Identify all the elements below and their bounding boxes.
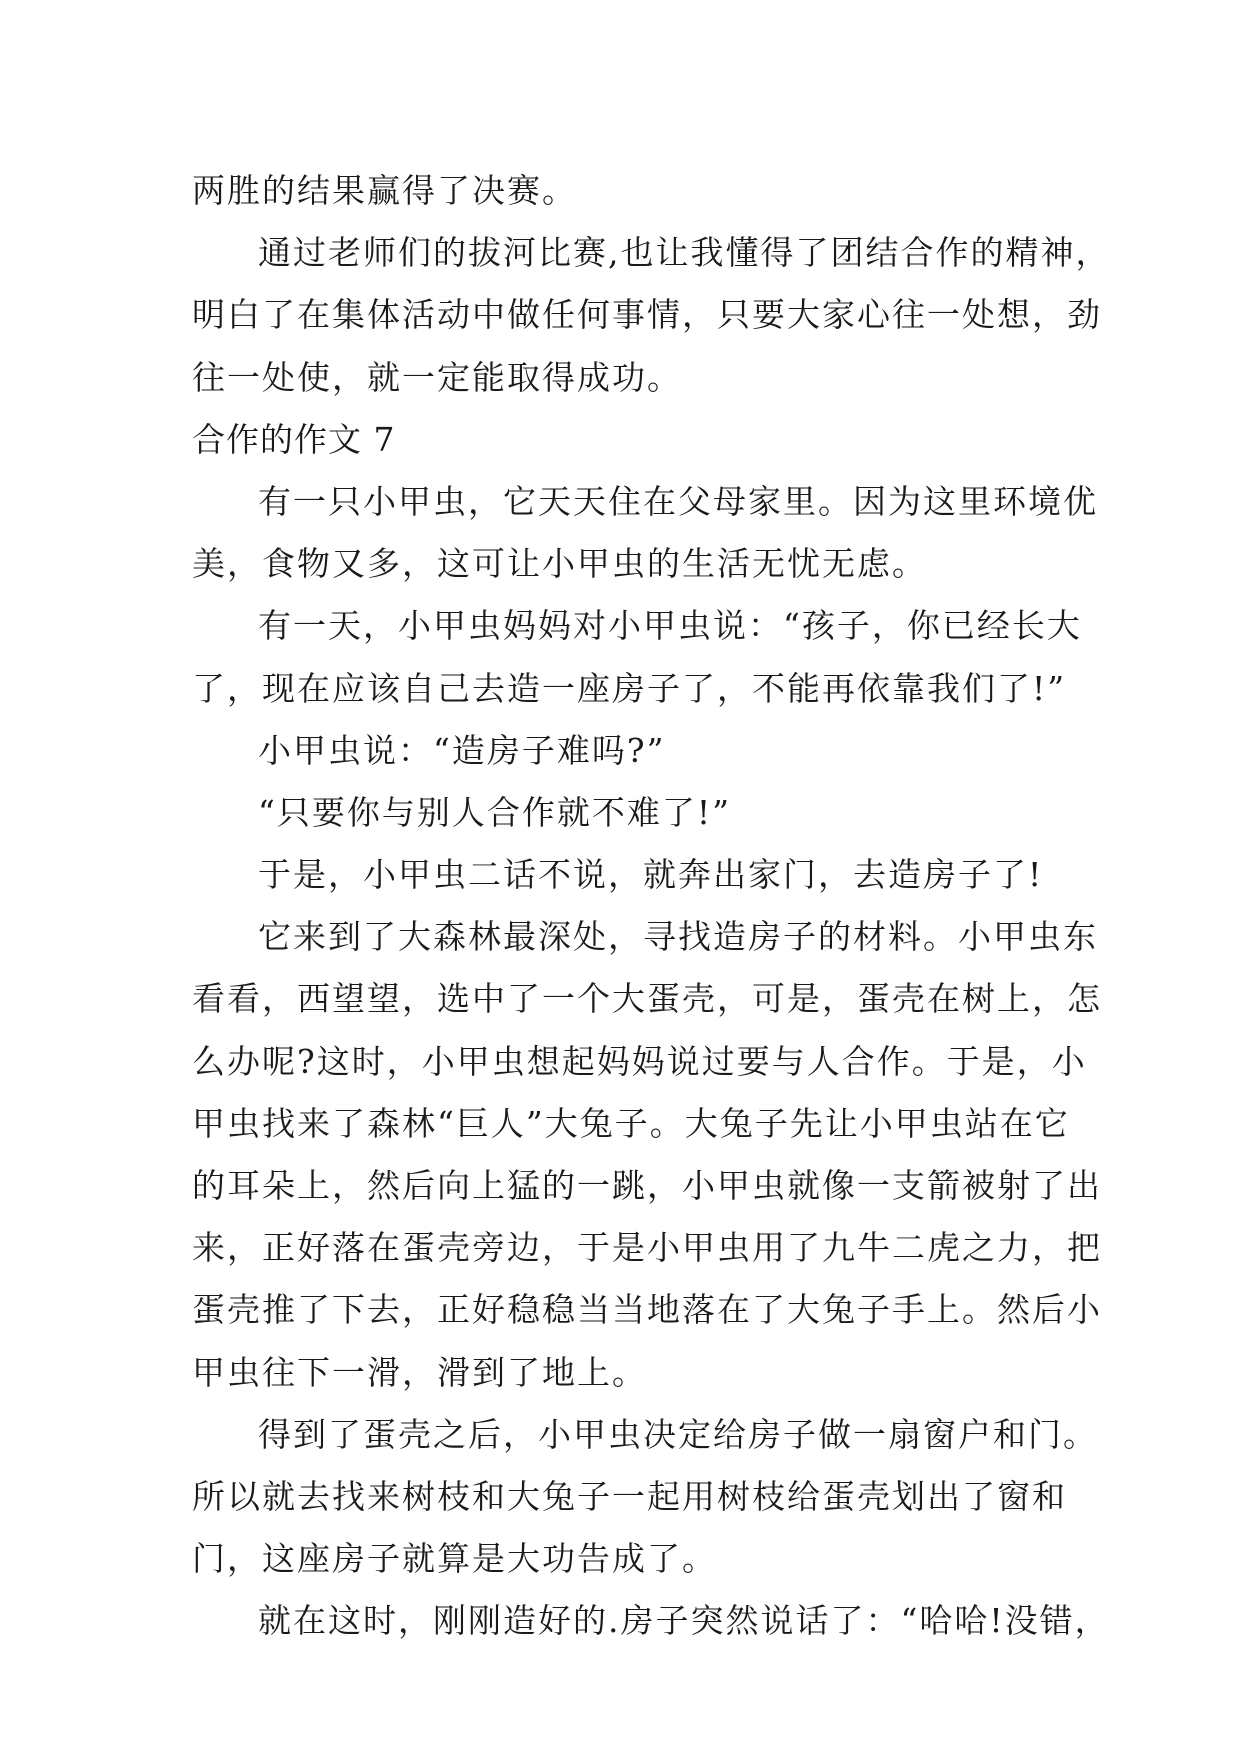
text-line: 得到了蛋壳之后，小甲虫决定给房子做一扇窗户和门。 [258, 1414, 1098, 1454]
text-line: 蛋壳推了下去，正好稳稳当当地落在了大兔子手上。然后小 [192, 1290, 1102, 1330]
text-line: 于是，小甲虫二话不说，就奔出家门，去造房子了! [258, 855, 1044, 895]
text-line: 往一处使，就一定能取得成功。 [192, 357, 682, 397]
text-line: 就在这时，刚刚造好的.房子突然说话了：“哈哈!没错， [258, 1601, 1110, 1641]
text-line: 来，正好落在蛋壳旁边，于是小甲虫用了九牛二虎之力，把 [192, 1228, 1102, 1268]
text-line: 明白了在集体活动中做任何事情，只要大家心往一处想，劲 [192, 295, 1102, 335]
text-line: 所以就去找来树枝和大兔子一起用树枝给蛋壳划出了窗和 [192, 1476, 1067, 1516]
text-line: 了，现在应该自己去造一座房子了，不能再依靠我们了!” [192, 668, 1067, 708]
text-line: 看看，西望望，选中了一个大蛋壳，可是，蛋壳在树上，怎 [192, 979, 1102, 1019]
text-line: 甲虫往下一滑，滑到了地上。 [192, 1352, 647, 1392]
text-line: 的耳朵上，然后向上猛的一跳，小甲虫就像一支箭被射了出 [192, 1166, 1102, 1205]
text-line: 它来到了大森林最深处，寻找造房子的材料。小甲虫东 [258, 917, 1098, 957]
text-line: 门，这座房子就算是大功告成了。 [192, 1539, 717, 1579]
text-line: 么办呢?这时，小甲虫想起妈妈说过要与人合作。于是，小 [192, 1041, 1087, 1081]
text-line: 甲虫找来了森林“巨人”大兔子。大兔子先让小甲虫站在它 [192, 1103, 1070, 1143]
document-body [192, 160, 1111, 1653]
text-line: 美，食物又多，这可让小甲虫的生活无忧无虑。 [192, 544, 927, 584]
text-line: 有一天，小甲虫妈妈对小甲虫说：“孩子，你已经长大 [258, 606, 1082, 646]
text-line: 通过老师们的拔河比赛,也让我懂得了团结合作的精神， [258, 233, 1111, 273]
section-heading: 合作的作文 7 [192, 419, 396, 459]
text-line: 小甲虫说：“造房子难吗?” [258, 730, 666, 770]
text-line: 有一只小甲虫，它天天住在父母家里。因为这里环境优 [258, 481, 1098, 521]
text-line: “只要你与别人合作就不难了!” [258, 792, 732, 832]
text-line: 两胜的结果赢得了决赛。 [192, 171, 577, 210]
